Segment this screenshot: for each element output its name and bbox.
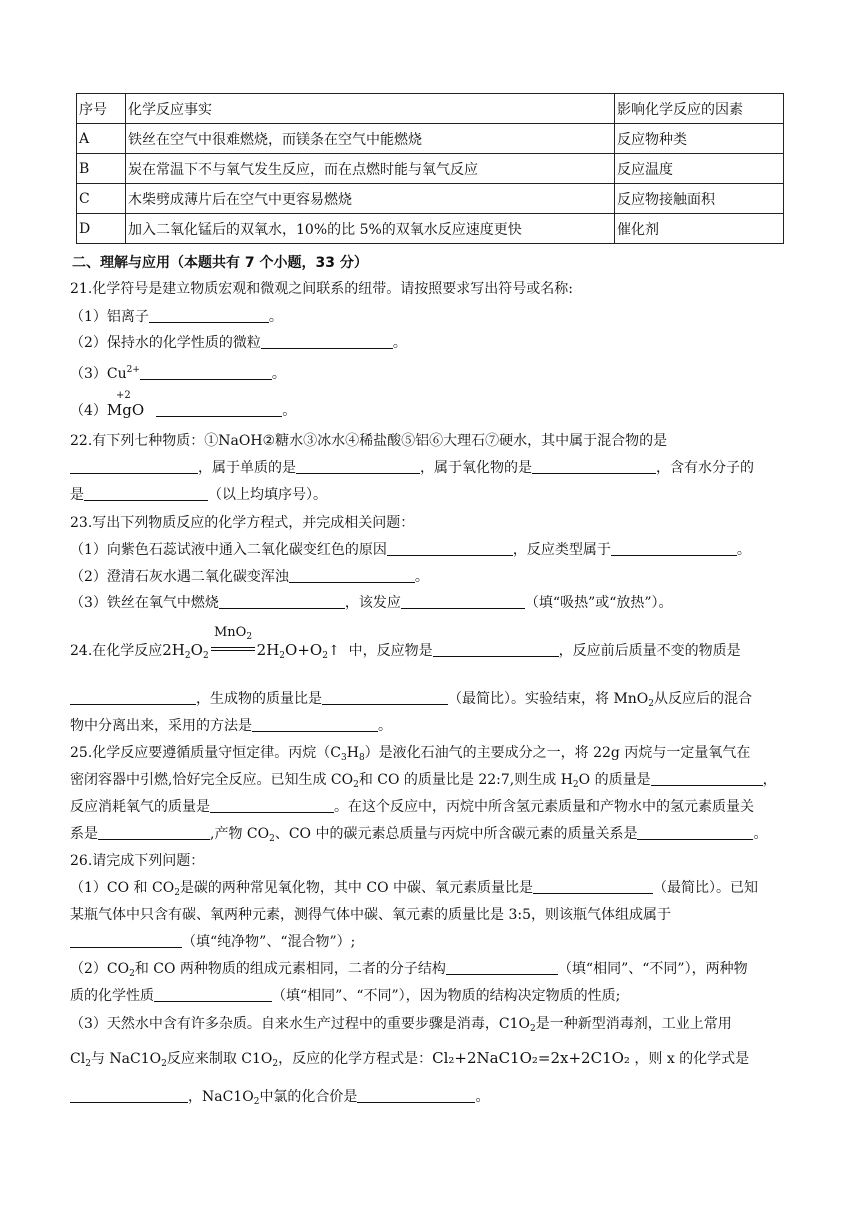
answer-blank[interactable] [296, 459, 420, 474]
reaction-factors-table [76, 93, 784, 244]
row-index: C [77, 184, 126, 214]
row-factor: 催化剂 [615, 214, 784, 244]
q23-part2 [70, 568, 429, 586]
answer-blank[interactable] [84, 486, 208, 501]
q26-text: Cl [70, 1051, 86, 1067]
q24-line2: ，生成物的质量比是 （最简比）。实验结束，将 MnO$_2$从反应后的混合 [70, 690, 752, 713]
q25-text: 25.化学反应要遵循质量守恒定律。丙烷（C [70, 745, 341, 761]
answer-blank[interactable] [401, 594, 525, 609]
answer-blank[interactable] [70, 690, 196, 705]
answer-blank[interactable] [357, 1088, 475, 1103]
q26-text: （1）CO 和 CO [70, 880, 175, 896]
q22-text: ，属于氧化物的是 [420, 460, 532, 476]
q25-text: O 的质量是 [578, 772, 651, 788]
q26-part3-line2: $Cl_2$与 $NaC1O_2$反应来制取 $C1O_2$，反应的化学方程式是：Cl₂+2NaC1O₂=2x+2C1O₂ ，则 x 的化学式是 [70, 1049, 750, 1069]
row-fact: 铁丝在空气中很难燃烧，而镁条在空气中能燃烧 [126, 124, 615, 154]
answer-blank[interactable] [637, 825, 753, 840]
q24-text: 物中分离出来，采用的方法是 [70, 718, 252, 734]
q26-text: （2）CO [70, 961, 130, 977]
q26-part3-line1: （3）天然水中含有许多杂质。自来水生产过程中的重要步骤是消毒，$C1O_2$是一种新型消毒剂，工业上常用 [70, 1016, 732, 1034]
answer-blank[interactable] [70, 1088, 188, 1103]
answer-blank[interactable] [140, 365, 272, 380]
row-fact: 炭在常温下不与氧气发生反应，而在点燃时能与氧气反应 [126, 154, 615, 184]
answer-blank[interactable] [651, 771, 763, 786]
q25-text: 。在这个反应中，丙烷中所含氢元素质量和产物水中的氢元素质量关 [334, 799, 754, 815]
row-fact: 加入二氧化锰后的双氧水，10%的比 5%的双氧水反应速度更快 [126, 214, 615, 244]
q25-text: 系是 [70, 826, 98, 842]
answer-blank[interactable] [154, 987, 272, 1002]
mgo-formula: MgO [106, 401, 145, 419]
row-fact: 木柴劈成薄片后在空气中更容易燃烧 [126, 184, 615, 214]
formula-part: O+O [285, 641, 323, 659]
row-index: D [77, 214, 126, 244]
q24-line1 [70, 641, 741, 665]
q23-part3 [70, 594, 673, 612]
q22-line2 [70, 459, 754, 477]
row-factor: 反应物种类 [615, 124, 784, 154]
period: 。 [414, 569, 429, 585]
answer-blank[interactable] [70, 459, 198, 474]
q26-text: （填“相同”、“不同”），因为物质的结构决定物质的性质; [272, 988, 621, 1004]
answer-blank[interactable] [611, 541, 737, 556]
answer-blank[interactable] [261, 334, 393, 349]
period: 。 [475, 1089, 490, 1105]
formula-part: 2H [256, 641, 280, 659]
q26-text: 反应来制取 C1O [166, 1051, 273, 1067]
q24-text: 中，反应物是 [348, 643, 433, 659]
q24-text: 从反应后的混合 [654, 691, 753, 707]
answer-blank[interactable] [433, 642, 559, 657]
q21-part1 [70, 308, 283, 326]
q24-text: ，生成物的质量比是 [196, 691, 322, 707]
catalyst-subscript: 2 [246, 632, 253, 642]
period: 。 [378, 718, 392, 734]
q26-part2-line2 [70, 987, 620, 1005]
q25-text: 反应消耗氧气的质量是 [70, 799, 210, 815]
answer-blank[interactable] [70, 933, 182, 948]
q22-text: 是 [70, 487, 84, 503]
q24-line3 [70, 717, 392, 735]
q23-part1 [70, 541, 751, 559]
q24-text: ，反应前后质量不变的物质是 [558, 643, 741, 659]
period: 。 [282, 403, 297, 419]
answer-blank[interactable] [387, 541, 513, 556]
period: 。 [736, 542, 751, 558]
q21-p4-label: （4） [70, 403, 107, 419]
q23-text: ，该发应 [344, 595, 401, 611]
q22-text: （以上均填序号）。 [208, 487, 327, 503]
q26-text: 质的化学性质 [70, 988, 154, 1004]
header-index: 序号 [77, 94, 126, 124]
answer-blank[interactable] [532, 459, 656, 474]
catalyst-text: MnO [214, 625, 247, 640]
valence-mark: +2 [116, 390, 131, 401]
q21-p3-label: （3）Cu [70, 366, 127, 382]
q26-text: （3）天然水中含有许多杂质。自来水生产过程中的重要步骤是消毒，C1O [70, 1016, 531, 1032]
table-row [77, 184, 784, 214]
q21-stem: 21.化学符号是建立物质宏观和微观之间联系的纽带。请按照要求写出符号或名称: [70, 281, 573, 297]
q26-stem: 26.请完成下列问题： [70, 853, 205, 869]
q26-text: （填“相同”、“不同”），两种物 [557, 961, 748, 977]
row-factor: 反应物接触面积 [615, 184, 784, 214]
table-row [77, 214, 784, 244]
q23-stem: 23.写出下列物质反应的化学方程式，并完成相关问题： [70, 515, 415, 531]
products-formula: $2H_2O+O_2$ [256, 641, 328, 661]
answer-blank[interactable] [322, 690, 448, 705]
q26-text: 中氯的化合价是 [259, 1089, 358, 1105]
q21-part3 [70, 361, 286, 383]
q21-part2 [70, 334, 407, 352]
header-fact: 化学反应事实 [126, 94, 615, 124]
answer-blank[interactable] [98, 825, 210, 840]
header-factor: 影响化学反应的因素 [615, 94, 784, 124]
q21-p1-label: （1）铝离子 [70, 309, 149, 325]
answer-blank[interactable] [210, 798, 334, 813]
section-title: 二、理解与应用（本题共有 7 个小题，33 分） [72, 255, 368, 271]
q25-line3 [70, 798, 754, 816]
q26-part3-line3: ，$NaC1O_2$中氯的化合价是 。 [70, 1088, 489, 1111]
q23-text: （1）向紫色石蕊试液中通入二氧化碳变红色的原因 [70, 542, 387, 558]
period: 。 [753, 826, 768, 842]
q26-text: 和 CO 两种物质的组成元素相同，二者的分子结构 [134, 961, 446, 977]
q26-part1-line1: （1）CO 和 $CO_2$是碳的两种常见氧化物，其中 CO 中碳、氧元素质量比是 （最简比）。已知 [70, 880, 759, 898]
q24-text: （最简比）。实验结束，将 MnO [448, 691, 649, 707]
answer-blank[interactable] [533, 879, 653, 894]
q25-line1: 25.化学反应要遵循质量守恒定律。丙烷$(C_3H_8)$是液化石油气的主要成分之一，将 22g 丙烷与一定量氧气在 [70, 745, 751, 763]
q25-text: 密闭容器中引燃,恰好完全反应。已知生成 CO [70, 772, 354, 788]
q23-text: ，反应类型属于 [512, 542, 611, 558]
answer-blank[interactable] [289, 568, 415, 583]
answer-blank[interactable] [446, 960, 558, 975]
q26-text: （填“纯净物”、“混合物”）; [182, 934, 356, 950]
table-header-row [77, 94, 784, 124]
q25-text: H [346, 745, 359, 761]
answer-blank[interactable] [149, 308, 269, 323]
q26-text: （最简比）。已知 [653, 880, 759, 896]
q21-p2-label: （2）保持水的化学性质的微粒 [70, 335, 261, 351]
q25-line2: 密闭容器中引燃,恰好完全反应。已知生成 $CO_2$和 CO 的质量比是 22:7,则生成 $H_2O$ 的质量是 ， [70, 772, 777, 790]
period: 。 [268, 309, 283, 325]
q25-line4: 系是 ,产物 $CO_2$、CO 中的碳元素总质量与丙烷中所含碳元素的质量关系是 。 [70, 826, 768, 844]
q26-text: 是一种新型消毒剂，工业上常用 [535, 1016, 732, 1032]
q25-text: 和 CO 的质量比是 22:7,则生成 H [358, 772, 573, 788]
q22-line3 [70, 486, 327, 504]
table-row [77, 124, 784, 154]
row-index: B [77, 154, 126, 184]
q21-part4 [70, 401, 296, 420]
q26-part1-line3 [70, 933, 355, 951]
q26-part1-line2: 某瓶气体中只含有碳、氧两种元素，测得气体中碳、氧元素的质量比是 3:5，则该瓶气体组成属于 [70, 907, 671, 923]
q26-text: ，NaC1O [188, 1089, 254, 1105]
reaction-equation: Cl₂+2NaC1O₂=2x+2C1O₂ [432, 1049, 630, 1067]
q23-text: （填“吸热”或“放热”）。 [524, 595, 673, 611]
q26-part2-line1: $(2)CO_2$和 CO 两种物质的组成元素相同，二者的分子结构 （填“相同”、“不同”），两种物 [70, 961, 748, 979]
q25-text: 、CO 中的碳元素总质量与丙烷中所含碳元素的质量关系是 [274, 826, 638, 842]
q26-text: 是碳的两种常见氧化物，其中 CO 中碳、氧元素质量比是 [179, 880, 534, 896]
q24-text: 24.在化学反应 [70, 643, 163, 659]
row-factor: 反应温度 [615, 154, 784, 184]
h2o2-formula: $2H_2O_2$ [162, 641, 209, 661]
q25-text: ,产物 CO [210, 826, 270, 842]
q25-text: ）是液化石油气的主要成分之一，将 22g 丙烷与一定量氧气在 [364, 745, 751, 761]
q23-text: （3）铁丝在氧气中燃烧 [70, 595, 219, 611]
answer-blank[interactable] [219, 594, 345, 609]
q22-text: ，含有水分子的 [656, 460, 754, 476]
q22-line1: 22.有下列七种物质：①NaOH②糖水③冰水④稀盐酸⑤铝⑥大理石⑦硬水，其中属于混合物的是 [70, 433, 668, 449]
comma: ， [762, 772, 777, 788]
answer-blank[interactable] [156, 402, 282, 417]
formula-part: 2H [162, 641, 185, 659]
q26-text: 与 NaC1O [90, 1051, 162, 1067]
reaction-equals-sign [211, 647, 255, 651]
charge-superscript: 2+ [126, 365, 140, 375]
answer-blank[interactable] [252, 717, 378, 732]
q23-text: （2）澄清石灰水遇二氧化碳变浑浊 [70, 569, 289, 585]
row-index: A [77, 124, 126, 154]
q22-text: ，属于单质的是 [198, 460, 296, 476]
period: 。 [392, 335, 407, 351]
gas-arrow-icon: ↑ [327, 643, 340, 659]
q26-text: ，则 x 的化学式是 [634, 1051, 750, 1067]
q26-text: ，反应的化学方程式是： [278, 1051, 433, 1067]
period: 。 [271, 366, 286, 382]
table-row [77, 154, 784, 184]
